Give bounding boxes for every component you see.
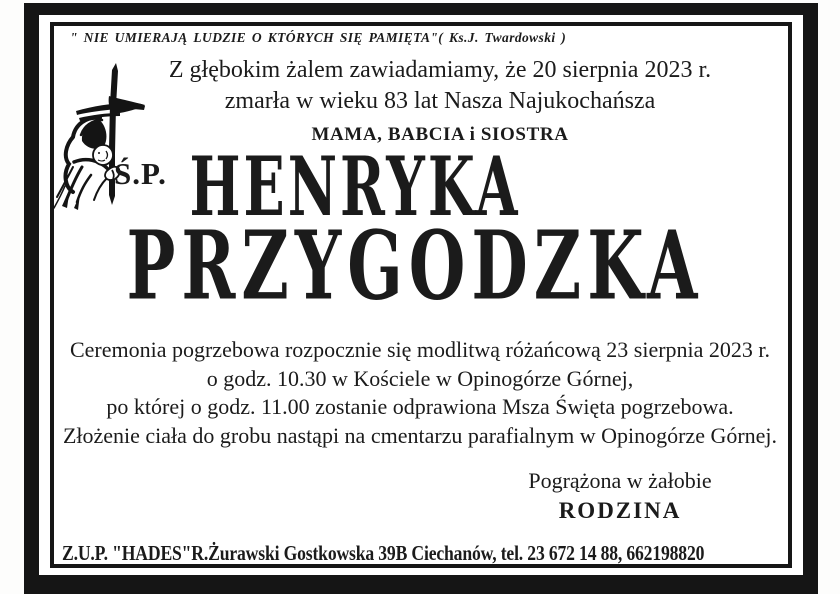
family-signature: RODZINA bbox=[558, 498, 682, 523]
announcement-line-3: MAMA, BABCIA i SIOSTRA bbox=[311, 124, 569, 145]
mourning-line: Pogrążona w żałobie bbox=[528, 468, 712, 493]
announcement-line-1: Z głębokim żalem zawiadamiamy, że 20 sierpnia 2023 r. bbox=[168, 57, 712, 83]
ceremony-line-3: po której o godz. 11.00 zostanie odprawiona Msza Święta pogrzebowa. bbox=[106, 394, 734, 419]
ceremony-line-4: Złożenie ciała do grobu nastąpi na cmentarzu parafialnym w Opinogórze Górnej. bbox=[62, 422, 778, 448]
ceremony-line-2: o godz. 10.30 w Kościele w Opinogórze Górnej, bbox=[206, 365, 634, 391]
announcement-block bbox=[145, 55, 735, 147]
deceased-first-name: HENRYKA bbox=[189, 138, 521, 235]
ceremony-line-1: Ceremonia pogrzebowa rozpocznie się modlitwą różańcową 23 sierpnia 2023 r. bbox=[69, 337, 771, 362]
announcement-line-2: zmarła w wieku 83 lat Nasza Najukochańsza bbox=[224, 88, 656, 114]
ceremony-details bbox=[40, 336, 800, 450]
epitaph-label: Ś.P. bbox=[114, 156, 167, 191]
funeral-home-footer: Z.U.P. "HADES"R.Żurawski Gostkowska 39B Ciechanów, tel. 23 672 14 88, 662198820 bbox=[62, 541, 705, 565]
closing-block bbox=[460, 467, 780, 524]
deceased-last-name: PRZYGODZKA bbox=[126, 211, 704, 322]
memorial-quote: " NIE UMIERAJĄ LUDZIE O KTÓRYCH SIĘ PAMIĘTA"( Ks.J. Twardowski ) bbox=[70, 30, 567, 45]
